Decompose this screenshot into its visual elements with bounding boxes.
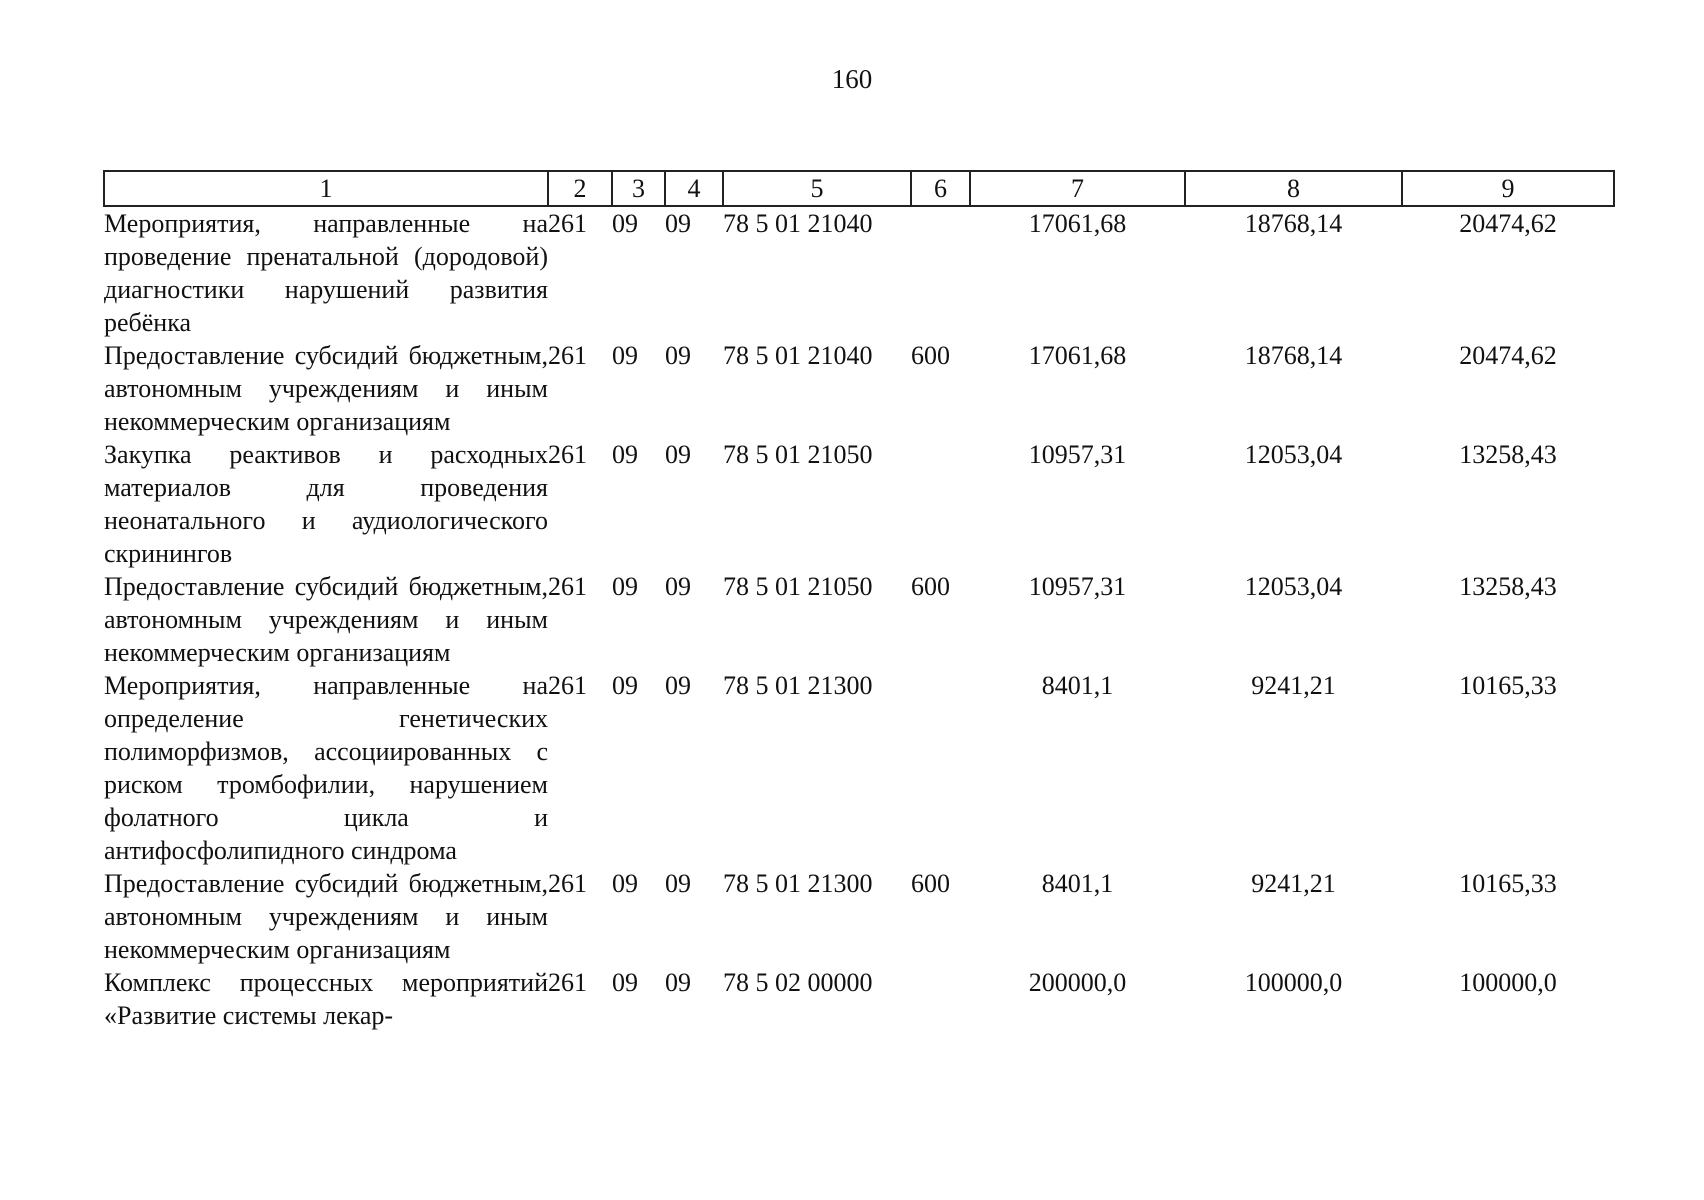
row-col6-cell — [911, 206, 970, 339]
row-col8-cell: 9241,21 — [1251, 671, 1336, 700]
row-col5-cell: 78 5 02 00000 — [723, 968, 873, 997]
row-col4-cell: 09 — [665, 968, 691, 997]
row-col6-cell — [911, 966, 970, 1032]
row-col8-cell: 12053,04 — [1244, 440, 1343, 469]
row-name-cell: Предоставление субсидий бюджетным, автономным учреждениям и иным некоммерческим организациям — [104, 341, 548, 436]
row-col3-cell: 09 — [612, 968, 638, 997]
table-header — [104, 171, 1614, 206]
row-col7-cell: 8401,1 — [1041, 869, 1114, 898]
row-col7-cell: 200000,0 — [1028, 968, 1127, 997]
row-col3-cell: 09 — [612, 572, 638, 601]
row-col8-cell: 9241,21 — [1251, 869, 1336, 898]
row-col2-cell: 261 — [548, 209, 587, 238]
header-cell: 4 — [665, 171, 723, 206]
header-cell: 6 — [911, 171, 970, 206]
row-name-cell: Мероприятия, направленные на определение генетических полиморфизмов, ассоциированных с риском тромбофилии, нарушением фолатного цикла и антифосфолипидного синдрома — [104, 671, 548, 865]
row-col7-cell: 10957,31 — [1028, 572, 1127, 601]
row-col9-cell: 10165,33 — [1459, 869, 1557, 898]
row-col3-cell: 09 — [612, 671, 638, 700]
row-col7-cell: 17061,68 — [1028, 209, 1127, 238]
table-row — [104, 570, 1614, 669]
row-name-cell: Закупка реактивов и расходных материалов для проведения неонатального и аудиологического скринингов — [104, 440, 548, 568]
row-col4-cell: 09 — [665, 671, 691, 700]
row-col5-cell: 78 5 01 21040 — [723, 341, 873, 370]
row-col3-cell: 09 — [612, 869, 638, 898]
row-col5-cell: 78 5 01 21300 — [723, 869, 873, 898]
table-row — [104, 669, 1614, 867]
row-col6-cell: 600 — [911, 572, 950, 601]
header-cell: 8 — [1185, 171, 1402, 206]
row-col4-cell: 09 — [665, 572, 691, 601]
row-col3-cell: 09 — [612, 209, 638, 238]
header-cell: 1 — [104, 171, 548, 206]
header-cell: 2 — [548, 171, 612, 206]
table-row — [104, 438, 1614, 570]
row-col7-cell: 17061,68 — [1028, 341, 1127, 370]
row-name-cell: Предоставление субсидий бюджетным, автономным учреждениям и иным некоммерческим организациям — [104, 869, 548, 964]
row-col9-cell: 13258,43 — [1459, 440, 1557, 469]
row-col3-cell: 09 — [612, 440, 638, 469]
row-col6-cell: 600 — [911, 341, 950, 370]
row-col4-cell: 09 — [665, 869, 691, 898]
header-cell: 7 — [970, 171, 1185, 206]
header-row — [104, 171, 1614, 206]
row-col4-cell: 09 — [665, 209, 691, 238]
row-name-cell: Комплекс процессных мероприятий «Развитие системы лекар- — [104, 968, 548, 1030]
row-col2-cell: 261 — [548, 341, 587, 370]
row-col2-cell: 261 — [548, 440, 587, 469]
budget-table — [103, 170, 1615, 1032]
row-col5-cell: 78 5 01 21050 — [723, 440, 873, 469]
table-row — [104, 339, 1614, 438]
header-cell: 9 — [1402, 171, 1614, 206]
table-row — [104, 206, 1614, 339]
row-col9-cell: 100000,0 — [1459, 968, 1557, 997]
row-col8-cell: 18768,14 — [1244, 341, 1343, 370]
table-row — [104, 966, 1614, 1032]
row-col7-cell: 8401,1 — [1041, 671, 1114, 700]
row-col2-cell: 261 — [548, 671, 587, 700]
row-col9-cell: 20474,62 — [1459, 341, 1557, 370]
row-col9-cell: 20474,62 — [1459, 209, 1557, 238]
row-name-cell: Предоставление субсидий бюджетным, автономным учреждениям и иным некоммерческим организациям — [104, 572, 548, 667]
row-col4-cell: 09 — [665, 440, 691, 469]
row-col6-cell: 600 — [911, 869, 950, 898]
header-cell: 5 — [723, 171, 911, 206]
row-col8-cell: 12053,04 — [1244, 572, 1343, 601]
table-body — [104, 206, 1614, 1032]
row-col6-cell — [911, 669, 970, 867]
row-col8-cell: 100000,0 — [1244, 968, 1343, 997]
row-col9-cell: 10165,33 — [1459, 671, 1557, 700]
row-col2-cell: 261 — [548, 869, 587, 898]
row-col4-cell: 09 — [665, 341, 691, 370]
row-col5-cell: 78 5 01 21040 — [723, 209, 873, 238]
row-col6-cell — [911, 438, 970, 570]
row-col8-cell: 18768,14 — [1244, 209, 1343, 238]
row-col5-cell: 78 5 01 21050 — [723, 572, 873, 601]
page-number: 160 — [831, 64, 873, 94]
table-row — [104, 867, 1614, 966]
row-col5-cell: 78 5 01 21300 — [723, 671, 873, 700]
row-col7-cell: 10957,31 — [1028, 440, 1127, 469]
row-col2-cell: 261 — [548, 968, 587, 997]
row-name-cell: Мероприятия, направленные на проведение пренатальной (дородовой) диагностики нарушений развития ребёнка — [104, 209, 548, 337]
header-cell: 3 — [612, 171, 665, 206]
row-col9-cell: 13258,43 — [1459, 572, 1557, 601]
row-col3-cell: 09 — [612, 341, 638, 370]
row-col2-cell: 261 — [548, 572, 587, 601]
